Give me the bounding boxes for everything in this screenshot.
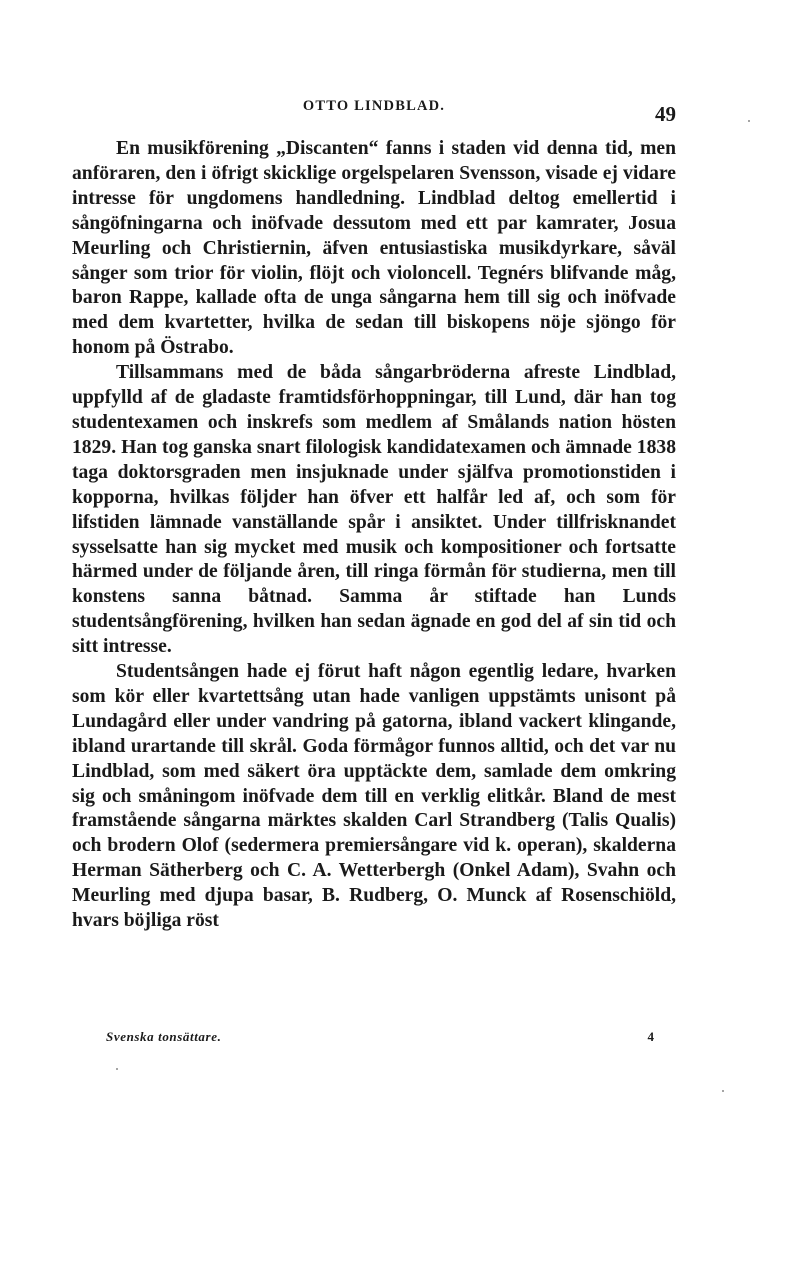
page-number: 49	[655, 102, 676, 126]
signature-title: Svenska tonsättare.	[106, 1029, 222, 1044]
body-text	[72, 137, 676, 934]
running-head	[72, 98, 676, 128]
signature-mark: 4	[647, 1029, 654, 1044]
running-title: OTTO LINDBLAD.	[302, 98, 446, 114]
paper-speck	[748, 120, 750, 122]
paragraph-1: En musikförening „Discanten“ fanns i staden vid denna tid, men anföraren, den i öfrigt skicklige orgelspelaren Svensson, visade ej vidare intresse för ungdomens handledning. Lindblad deltog emellertid i sångöfningarna och inöfvade dessutom med ett par kamrater, Josua Meurling och Christiernin, äfven entusiastiska musikdyrkare, såväl sånger som trior för violin, flöjt och violoncell. Tegnérs blifvande måg, baron Rappe, kallade ofta de unga sångarna hem till sig och inöfvade med dem kvartetter, hvilka de sedan till biskopens nöje sjöngo för honom på Östrabo.	[72, 138, 676, 359]
paper-speck	[116, 1068, 118, 1070]
paragraph-2: Tillsammans med de båda sångarbröderna afreste Lindblad, uppfylld af de gladaste framtidsförhoppningar, till Lund, där han tog studentexamen och inskrefs som medlem af Smålands nation hösten 1829. Han tog ganska snart filologisk kandidatexamen och ämnade 1838 taga doktorsgraden men insjuknade under själfva promotionstiden i kopporna, hvilkas följder han öfver ett halfår led af, och som för lifstiden lämnade vanställande spår i ansiktet. Under tillfrisknandet sysselsatte han sig mycket med musik och kompositioner och fortsatte härmed under de följande åren, till ringa förmån för studierna, men till konstens sanna båtnad. Samma år stiftade han Lunds studentsångförening, hvilken han sedan ägnade en god del af sin tid och sitt intresse.	[72, 362, 676, 658]
page-footer	[106, 1029, 654, 1049]
paper-speck	[722, 1090, 724, 1092]
paragraph-3: Studentsången hade ej förut haft någon egentlig ledare, hvarken som kör eller kvartettsång utan hade vanligen uppstämts unisont på Lundagård eller under vandring på gatorna, ibland vackert klingande, ibland urartande till skrål. Goda förmågor funnos alltid, och det var nu Lindblad, som med säkert öra upptäckte dem, samlade dem omkring sig och småningom inöfvade dem till en verklig elitkår. Bland de mest framstående sångarna märktes skalden Carl Strandberg (Talis Qualis) och brodern Olof (sedermera premiersångare vid k. operan), skalderna Herman Sätherberg och C. A. Wetterbergh (Onkel Adam), Svahn och Meurling med djupa basar, B. Rudberg, O. Munck af Rosenschiöld, hvars böjliga röst	[72, 661, 676, 932]
